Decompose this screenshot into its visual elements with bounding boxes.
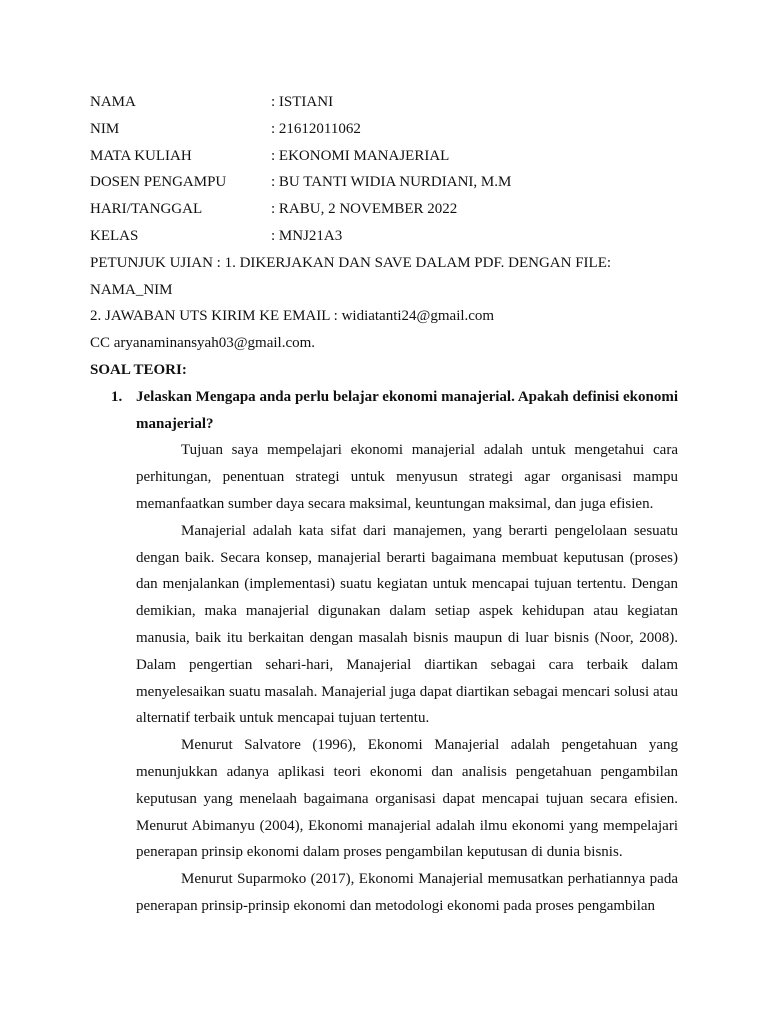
- document-content: [90, 89, 678, 920]
- instruction-line: PETUNJUK UJIAN : 1. DIKERJAKAN DAN SAVE DALAM PDF. DENGAN FILE:: [90, 254, 612, 271]
- identity-row-kelas: [90, 223, 678, 250]
- identity-value: : RABU, 2 NOVEMBER 2022: [271, 201, 458, 218]
- identity-label: MATA KULIAH: [90, 147, 192, 164]
- identity-row-mata-kuliah: [90, 143, 678, 170]
- identity-label: HARI/TANGGAL: [90, 201, 203, 218]
- instruction-line: NAMA_NIM: [90, 281, 173, 298]
- instruction-line: 2. JAWABAN UTS KIRIM KE EMAIL : widiatanti24@gmail.com: [90, 308, 495, 325]
- answer-paragraph: Tujuan saya mempelajari ekonomi manajerial adalah untuk mengetahui cara perhitungan, penentuan strategi untuk menyusun strategi agar organisasi mampu memanfaatkan sumber daya secara maksimal, keuntungan maksimal, dan juga efisien.: [136, 442, 678, 512]
- identity-label: DOSEN PENGAMPU: [90, 174, 227, 191]
- identity-value: : EKONOMI MANAJERIAL: [271, 147, 450, 164]
- answer-paragraph: Manajerial adalah kata sifat dari manajemen, yang berarti pengelolaan sesuatu dengan baik. Secara konsep, manajerial berarti bagaimana membuat keputusan (proses) dan menjalankan (implementasi) suatu kegiatan untuk mencapai tujuan tertentu. Dengan demikian, maka manajerial digunakan dalam setiap aspek kehidupan atau kegiatan manusia, baik itu berkaitan dengan masalah bisnis maupun di luar bisnis (Noor, 2008). Dalam pengertian sehari-hari, Manajerial diartikan sebagai cara terbaik dalam menyelesaikan suatu masalah. Manajerial juga dapat diartikan sebagai mencari solusi atau alternatif terbaik untuk mencapai tujuan tertentu.: [136, 522, 678, 727]
- question-number: 1.: [111, 388, 123, 405]
- identity-label: KELAS: [90, 227, 139, 244]
- identity-row-nim: [90, 116, 678, 143]
- identity-row-dosen-pengampu: [90, 169, 678, 196]
- answer-paragraph: Menurut Salvatore (1996), Ekonomi Manajerial adalah pengetahuan yang menunjukkan adanya aplikasi teori ekonomi dan analisis pengetahuan pengambilan keputusan yang menelaah bagaimana organisasi dapat mencapai tujuan secara efisien. Menurut Abimanyu (2004), Ekonomi manajerial adalah ilmu ekonomi yang mempelajari penerapan prinsip ekonomi dalam proses pengambilan keputusan di dunia bisnis.: [136, 737, 678, 861]
- section-title: SOAL TEORI:: [90, 361, 187, 378]
- instruction-line: CC aryanaminansyah03@gmail.com.: [90, 335, 316, 352]
- identity-value: : MNJ21A3: [271, 227, 343, 244]
- answer-paragraph: Menurut Suparmoko (2017), Ekonomi Manajerial memusatkan perhatiannya pada penerapan prinsip-prinsip ekonomi dan metodologi ekonomi pada proses pengambilan: [136, 871, 678, 914]
- question-text: Jelaskan Mengapa anda perlu belajar ekonomi manajerial. Apakah definisi ekonomi manajerial?: [136, 388, 678, 432]
- identity-row-nama: [90, 89, 678, 116]
- identity-value: : BU TANTI WIDIA NURDIANI, M.M: [271, 174, 512, 191]
- answer-1: [90, 437, 678, 919]
- identity-row-hari-tanggal: [90, 196, 678, 223]
- identity-label: NIM: [90, 120, 120, 137]
- identity-value: : ISTIANI: [271, 94, 334, 110]
- identity-label: NAMA: [90, 94, 136, 110]
- identity-value: : 21612011062: [271, 120, 361, 137]
- question-1: [90, 384, 678, 438]
